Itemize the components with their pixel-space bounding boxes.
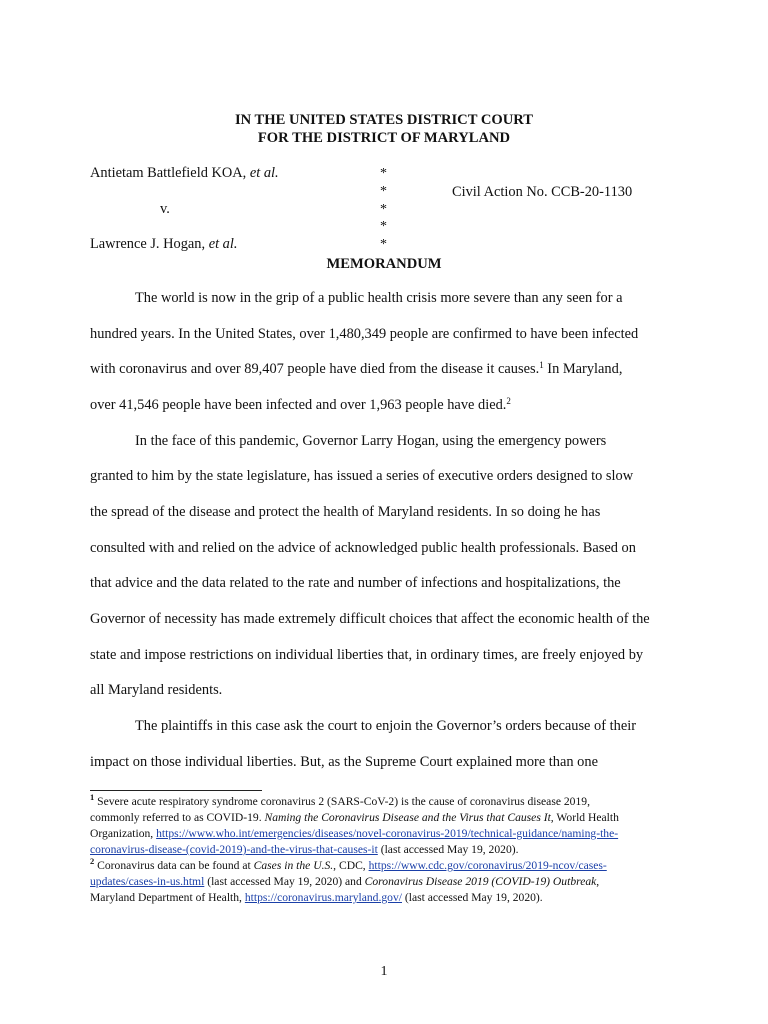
- body-text: In Maryland,: [543, 361, 623, 377]
- plaintiff-etal: et al.: [249, 165, 279, 181]
- footnote-text: (last accessed May 19, 2020).: [402, 891, 543, 904]
- plaintiff: [90, 165, 279, 182]
- versus: v.: [160, 201, 170, 217]
- body-line: Governor of necessity has made extremely difficult choices that affect the economic health of the: [90, 611, 650, 627]
- document-title: MEMORANDUM: [326, 256, 442, 272]
- maryland-health-link[interactable]: https://coronavirus.maryland.gov/: [244, 891, 402, 904]
- footnote-1-line: [90, 792, 590, 808]
- defendant-etal: et al.: [208, 236, 238, 252]
- footnote-text: (last accessed May 19, 2020) and: [204, 875, 365, 888]
- court-name: IN THE UNITED STATES DISTRICT COURT: [234, 112, 534, 128]
- footnote-source-title: Coronavirus Disease 2019 (COVID-19) Outbreak: [364, 875, 597, 888]
- defendant: [90, 236, 237, 253]
- body-line: The plaintiffs in this case ask the court to enjoin the Governor’s orders because of their: [135, 718, 636, 734]
- footnote-number-1: 1: [90, 792, 95, 802]
- body-line: that advice and the data related to the rate and number of infections and hospitalizations, the: [90, 575, 621, 591]
- footnote-text: commonly referred to as COVID-19.: [90, 811, 265, 824]
- body-line: impact on those individual liberties. But, as the Supreme Court explained more than one: [90, 754, 598, 770]
- footnote-text: (last accessed May 19, 2020).: [377, 843, 519, 856]
- body-line: In the face of this pandemic, Governor Larry Hogan, using the emergency powers: [135, 433, 607, 449]
- body-line: state and impose restrictions on individual liberties that, in ordinary times, are freely enjoyed by: [90, 647, 644, 663]
- body-line: granted to him by the state legislature, has issued a series of executive orders designed to slow: [90, 468, 634, 484]
- footnote-text: ,: [596, 875, 600, 888]
- caption-star: *: [380, 237, 387, 252]
- footnote-1-line: [90, 843, 519, 856]
- footnote-text: , CDC,: [333, 859, 369, 872]
- caption-star: *: [380, 219, 387, 234]
- footnote-source-title: Cases in the U.S.: [253, 859, 334, 872]
- cdc-link[interactable]: https://www.cdc.gov/coronavirus/2019-ncov/cases-: [368, 859, 607, 872]
- footnote-ref-1[interactable]: 1: [539, 360, 544, 370]
- footnote-text: Maryland Department of Health,: [90, 891, 245, 904]
- footnote-ref-2[interactable]: 2: [506, 396, 511, 406]
- body-text: with coronavirus and over 89,407 people have died from the disease it causes.: [90, 361, 540, 377]
- caption-star: *: [380, 184, 387, 199]
- page-number: 1: [380, 964, 388, 979]
- footnote-number-2: 2: [90, 856, 95, 866]
- footnote-text: Organization,: [90, 827, 157, 840]
- body-line: the spread of the disease and protect the health of Maryland residents. In so doing he has: [90, 504, 601, 520]
- body-line: consulted with and relied on the advice of acknowledged public health professionals. Based on: [90, 540, 636, 556]
- footnote-2-line: [90, 856, 607, 872]
- civil-action-number: Civil Action No. CCB-20-1130: [452, 184, 633, 200]
- body-text: over 41,546 people have been infected and over 1,963 people have died.: [90, 397, 507, 413]
- body-line: hundred years. In the United States, over 1,480,349 people are confirmed to have been infected: [90, 326, 639, 342]
- footnote-2-line: [90, 875, 599, 888]
- footnote-text: Severe acute respiratory syndrome coronavirus 2 (SARS-CoV-2) is the cause of coronavirus disease 2019,: [94, 795, 590, 808]
- footnote-separator: [90, 790, 262, 791]
- footnote-1-line: [90, 827, 618, 840]
- who-link[interactable]: https://www.who.int/emergencies/diseases/novel-coronavirus-2019/technical-guidance/naming-the-: [156, 827, 619, 840]
- caption-star: *: [380, 166, 387, 181]
- cdc-link[interactable]: updates/cases-in-us.html: [90, 875, 205, 888]
- footnote-text: Coronavirus data can be found at: [94, 859, 254, 872]
- court-district: FOR THE DISTRICT OF MARYLAND: [257, 130, 511, 146]
- footnote-2-line: [90, 891, 543, 904]
- body-line: The world is now in the grip of a public health crisis more severe than any seen for a: [135, 290, 623, 306]
- plaintiff-name: Antietam Battlefield KOA,: [90, 165, 250, 181]
- who-link[interactable]: coronavirus-disease-(covid-2019)-and-the-virus-that-causes-it: [90, 843, 378, 856]
- body-line: [90, 397, 511, 414]
- footnote-text: World Health: [553, 811, 619, 824]
- footnote-source-title: Naming the Coronavirus Disease and the Virus that Causes It,: [264, 811, 554, 824]
- body-line: all Maryland residents.: [90, 682, 223, 698]
- caption-star: *: [380, 202, 387, 217]
- footnote-1-line: [90, 811, 619, 824]
- defendant-name: Lawrence J. Hogan,: [90, 236, 209, 252]
- body-line: [90, 361, 622, 378]
